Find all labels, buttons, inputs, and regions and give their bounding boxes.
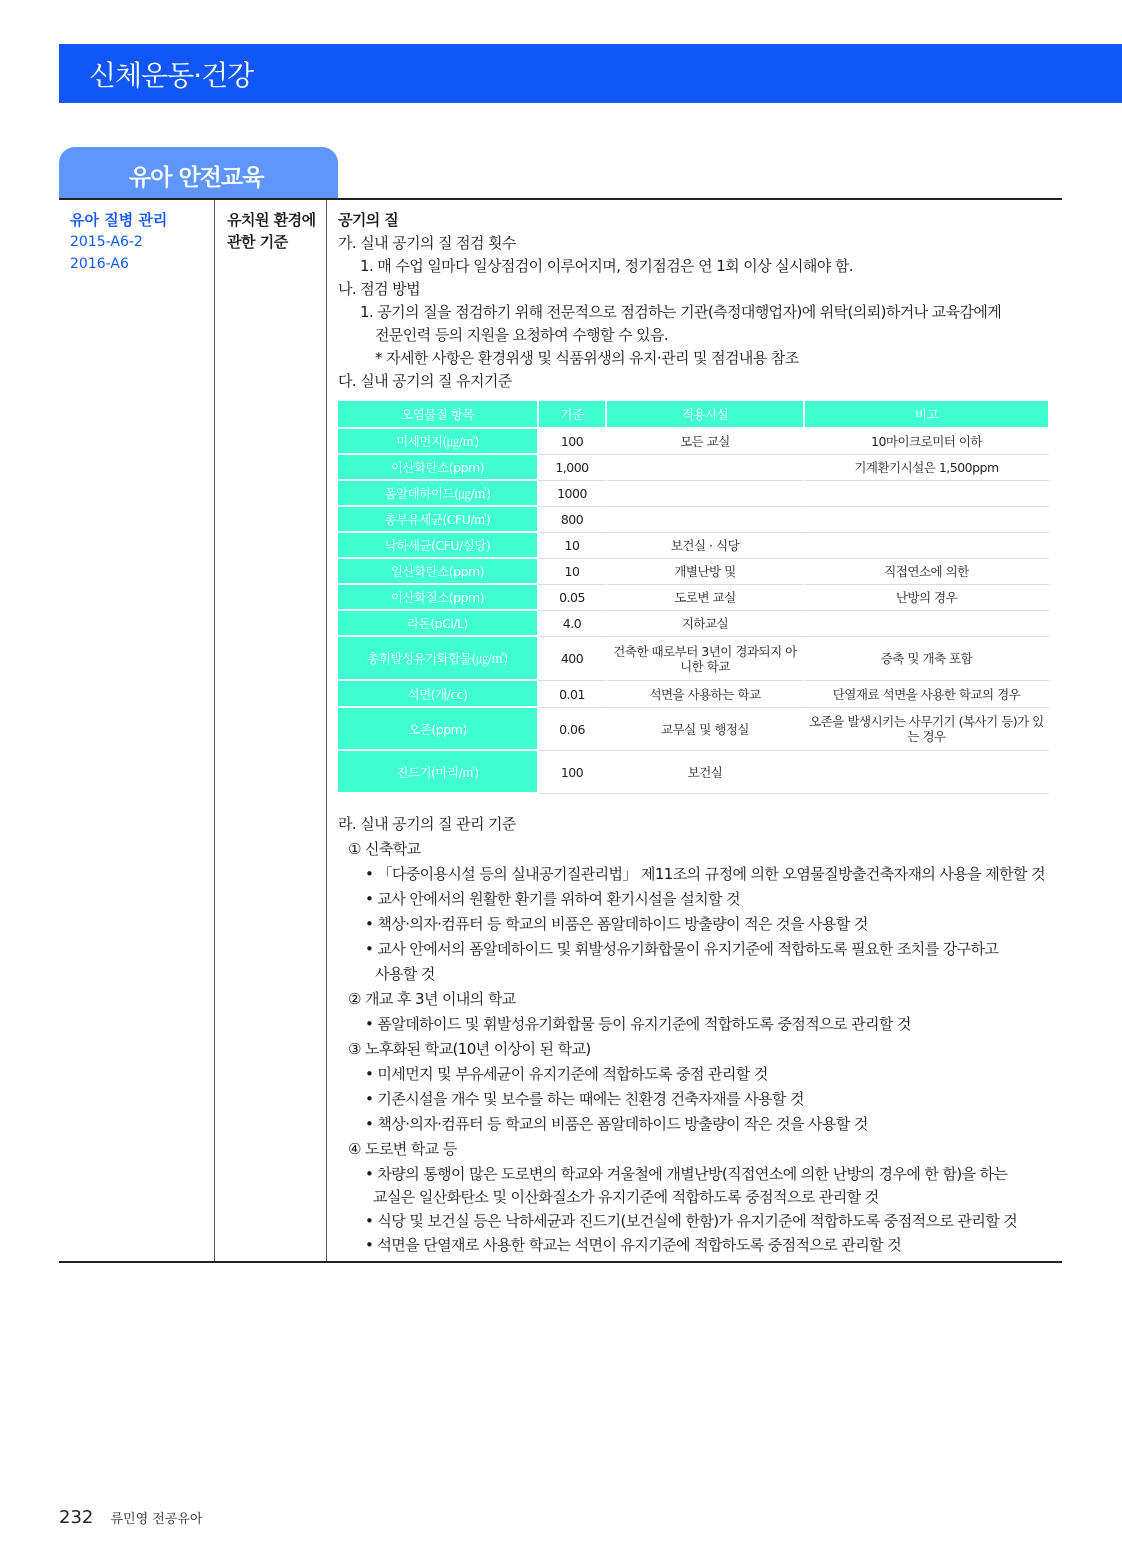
col-header-item: 오염물질 항목 xyxy=(338,401,539,429)
table-row xyxy=(338,481,1050,507)
column-divider-2 xyxy=(326,200,327,1261)
note-cell: 난방의 경우 xyxy=(805,585,1050,611)
table-row xyxy=(338,559,1050,585)
middle-column xyxy=(227,209,316,253)
section-ga: 가. 실내 공기의 질 점검 횟수 xyxy=(338,234,516,252)
section-ra: 라. 실내 공기의 질 관리 기준 xyxy=(338,815,516,833)
standard-cell: 10 xyxy=(539,559,607,585)
sub-2-title: ② 개교 후 3년 이내의 학교 xyxy=(348,990,516,1008)
facility-cell xyxy=(607,481,805,507)
pollutant-cell: 일산화탄소(ppm) xyxy=(338,559,539,585)
sub-1-bullet-4: • 교사 안에서의 폼알데하이드 및 휘발성유기화합물이 유지기준에 적합하도록 필요한 조치를 강구하고 xyxy=(365,940,999,958)
section-title: 신체운동·건강 xyxy=(89,59,254,92)
category-line-2: 관한 기준 xyxy=(227,233,288,251)
standard-cell: 1,000 xyxy=(539,455,607,481)
sub-4-bullet-3: • 석면을 단열재로 사용한 학교는 석면이 유지기준에 적합하도록 중점적으로 관리할 것 xyxy=(365,1236,902,1254)
top-rule xyxy=(59,198,1062,200)
sub-3-title: ③ 노후화된 학교(10년 이상이 된 학교) xyxy=(348,1040,591,1058)
exam-code-2: 2016-A6 xyxy=(70,256,129,272)
table-row xyxy=(338,751,1050,794)
table-row xyxy=(338,708,1050,751)
sub-4-bullet-1: • 차량의 통행이 많은 도로변의 학교와 겨울철에 개별난방(직접연소에 의한 난방의 경우에 한 함)을 하는 xyxy=(365,1165,1008,1183)
table-row xyxy=(338,455,1050,481)
bottom-rule xyxy=(59,1261,1062,1263)
standard-cell: 0.05 xyxy=(539,585,607,611)
facility-cell: 교무실 및 행정실 xyxy=(607,708,805,751)
standard-cell: 0.06 xyxy=(539,708,607,751)
sub-3-bullet-2: • 기존시설을 개수 및 보수를 하는 때에는 친환경 건축자재를 사용할 것 xyxy=(365,1090,804,1108)
facility-cell: 석면을 사용하는 학교 xyxy=(607,681,805,708)
sub-4-bullet-1-cont: 교실은 일산화탄소 및 이산화질소가 유지기준에 적합하도록 중점적으로 관리할 것 xyxy=(373,1188,879,1206)
note-cell: 증축 및 개축 포함 xyxy=(805,637,1050,681)
sub-1-bullet-3: • 책상·의자·컴퓨터 등 학교의 비품은 폼알데하이드 방출량이 적은 것을 사용할 것 xyxy=(365,915,868,933)
facility-cell: 지하교실 xyxy=(607,611,805,637)
note-cell: 10마이크로미터 이하 xyxy=(805,429,1050,455)
table-row xyxy=(338,533,1050,559)
note-cell: 오존을 발생시키는 사무기기 (복사기 등)가 있는 경우 xyxy=(805,708,1050,751)
section-ga-item-1: 1. 매 수업 일마다 일상점검이 이루어지며, 정기점검은 연 1회 이상 실시해야 함. xyxy=(360,257,853,275)
standard-cell: 0.01 xyxy=(539,681,607,708)
pollutant-cell: 총휘발성유기화합물(㎍/㎥) xyxy=(338,637,539,681)
facility-cell xyxy=(607,455,805,481)
content-heading: 공기의 질 xyxy=(338,211,399,229)
standard-cell: 100 xyxy=(539,429,607,455)
category-line-1: 유치원 환경에 xyxy=(227,211,316,229)
table-row xyxy=(338,681,1050,708)
topic-tab-label: 유아 안전교육 xyxy=(129,164,264,191)
sub-4-title: ④ 도로변 학교 등 xyxy=(348,1140,457,1158)
section-na-note: * 자세한 사항은 환경위생 및 식품위생의 유지·관리 및 점검내용 참조 xyxy=(375,349,799,367)
section-na: 나. 점검 방법 xyxy=(338,280,420,298)
standard-cell: 1000 xyxy=(539,481,607,507)
col-header-note: 비고 xyxy=(805,401,1050,429)
column-divider-1 xyxy=(214,200,215,1261)
note-cell xyxy=(805,751,1050,794)
note-cell xyxy=(805,533,1050,559)
sub-3-bullet-1: • 미세먼지 및 부유세균이 유지기준에 적합하도록 중점 관리할 것 xyxy=(365,1065,768,1083)
page-footer xyxy=(59,1507,203,1528)
section-na-item-1-cont: 전문인력 등의 지원을 요청하여 수행할 수 있음. xyxy=(375,326,669,344)
pollutant-cell: 이산화탄소(ppm) xyxy=(338,455,539,481)
sub-1-bullet-1: • 「다중이용시설 등의 실내공기질관리법」 제11조의 규정에 의한 오염물질방출건축자재의 사용을 제한할 것 xyxy=(365,865,1046,883)
pollutant-cell: 석면(개/cc) xyxy=(338,681,539,708)
section-header-band xyxy=(59,44,1122,103)
facility-cell: 모든 교실 xyxy=(607,429,805,455)
table-row xyxy=(338,507,1050,533)
standard-cell: 800 xyxy=(539,507,607,533)
standard-cell: 400 xyxy=(539,637,607,681)
note-cell xyxy=(805,507,1050,533)
pollutant-cell: 낙하세균(CFU/실당) xyxy=(338,533,539,559)
table-header-row xyxy=(338,401,1050,429)
sub-1-bullet-4-cont: 사용할 것 xyxy=(375,965,435,983)
section-na-item-1: 1. 공기의 질을 점검하기 위해 전문적으로 점검하는 기관(측정대행업자)에 위탁(의뢰)하거나 교육감에게 xyxy=(360,303,1002,321)
sub-1-title: ① 신축학교 xyxy=(348,840,421,858)
left-column xyxy=(70,209,167,275)
pollutant-cell: 총부유세균(CFU/㎥) xyxy=(338,507,539,533)
facility-cell: 건축한 때로부터 3년이 경과되지 아니한 학교 xyxy=(607,637,805,681)
book-title: 류민영 전공유아 xyxy=(110,1512,203,1527)
pollutant-cell: 미세먼지(㎍/㎥) xyxy=(338,429,539,455)
note-cell: 기계환기시설은 1,500ppm xyxy=(805,455,1050,481)
pollutant-cell: 오존(ppm) xyxy=(338,708,539,751)
section-da: 다. 실내 공기의 질 유지기준 xyxy=(338,372,512,390)
facility-cell: 보건실 · 식당 xyxy=(607,533,805,559)
standard-cell: 100 xyxy=(539,751,607,794)
table-row xyxy=(338,585,1050,611)
page-number: 232 xyxy=(59,1507,94,1528)
note-cell xyxy=(805,481,1050,507)
pollutant-cell: 라돈(pCi/L) xyxy=(338,611,539,637)
standard-cell: 10 xyxy=(539,533,607,559)
table-row xyxy=(338,637,1050,681)
note-cell xyxy=(805,611,1050,637)
table-row xyxy=(338,611,1050,637)
standard-cell: 4.0 xyxy=(539,611,607,637)
exam-code-1: 2015-A6-2 xyxy=(70,234,143,250)
sub-3-bullet-3: • 책상·의자·컴퓨터 등 학교의 비품은 폼알데하이드 방출량이 작은 것을 사용할 것 xyxy=(365,1115,868,1133)
col-header-standard: 기준 xyxy=(539,401,607,429)
facility-cell: 도로변 교실 xyxy=(607,585,805,611)
topic-tab xyxy=(59,147,338,199)
facility-cell: 보건실 xyxy=(607,751,805,794)
facility-cell xyxy=(607,507,805,533)
pollutant-cell: 진드기(마리/㎥) xyxy=(338,751,539,794)
topic-name: 유아 질병 관리 xyxy=(70,211,168,229)
sub-1-bullet-2: • 교사 안에서의 원활한 환기를 위하여 환기시설을 설치할 것 xyxy=(365,890,740,908)
pollutant-cell: 폼알데하이드(㎍/㎥) xyxy=(338,481,539,507)
pollutant-cell: 이산화질소(ppm) xyxy=(338,585,539,611)
sub-2-bullet-1: • 폼알데하이드 및 휘발성유기화합물 등이 유지기준에 적합하도록 중점적으로 관리할 것 xyxy=(365,1015,911,1033)
air-quality-table xyxy=(338,401,1050,794)
sub-4-bullet-2: • 식당 및 보건실 등은 낙하세균과 진드기(보건실에 한함)가 유지기준에 적합하도록 중점적으로 관리할 것 xyxy=(365,1212,1018,1230)
col-header-facility: 적용시설 xyxy=(607,401,805,429)
facility-cell: 개별난방 및 xyxy=(607,559,805,585)
table-row xyxy=(338,429,1050,455)
note-cell: 단열재료 석면을 사용한 학교의 경우 xyxy=(805,681,1050,708)
note-cell: 직접연소에 의한 xyxy=(805,559,1050,585)
